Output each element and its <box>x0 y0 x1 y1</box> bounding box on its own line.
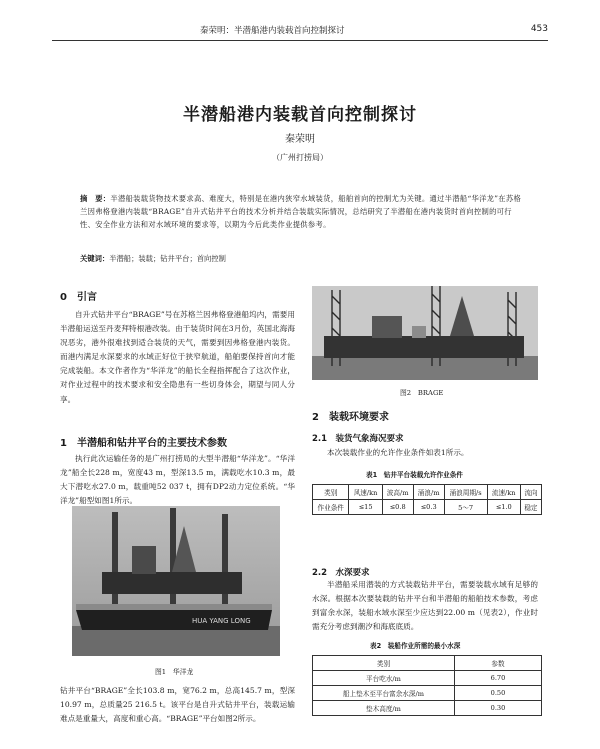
table-1-header-cell: 涌浪/m <box>413 485 444 500</box>
table-1-cell: 稳定 <box>520 500 541 515</box>
section-0-heading: 0 引言 <box>60 292 97 303</box>
section-2-1-heading: 2.1 装货气象海况要求 <box>312 434 404 444</box>
table-1-caption: 表1 钻井平台装载允许作业条件 <box>366 471 463 479</box>
table-1-cell: ≤15 <box>349 500 382 515</box>
section-1-heading: 1 半潜船和钻井平台的主要技术参数 <box>60 438 227 449</box>
table-2-header-cell: 参数 <box>454 656 541 671</box>
table-1-cell: ≤0.3 <box>413 500 444 515</box>
figure-2-rig-photo <box>312 286 538 380</box>
table-1-cell: ≤0.8 <box>382 500 413 515</box>
table-2-row <box>313 671 542 686</box>
table-1-cell: 作业条件 <box>313 500 349 515</box>
table-1-header-cell: 流向 <box>520 485 541 500</box>
table-1-cell: ≤1.0 <box>487 500 520 515</box>
ship-hull-name: HUA YANG LONG <box>192 617 251 625</box>
running-title: 秦荣明：半潜船港内装载首向控制探讨 <box>200 26 345 36</box>
section-1-text: 执行此次运输任务的是广州打捞局的大型半潜船“华洋龙”。“华洋龙”船全长228 m，宽度43 m，型深13.5 m，满载吃水10.3 m，最大下潜吃水27.0 m，载重吨52 037 t，拥有DP2动力定位系统。“华洋龙”船型如图1所示。 <box>60 454 295 506</box>
table-1-header-cell: 风速/kn <box>349 485 382 500</box>
section-2-heading: 2 装载环境要求 <box>312 412 389 423</box>
paper-title: 半潜船港内装载首向控制探讨 <box>183 105 417 125</box>
section-2-2-text: 半潜船采用潜装的方式装载钻井平台，需要装载水域有足够的水深。根据本次要装载的钻井平台和半潜船的船舶技术参数，考虑到富余水深，装船水域水深至少应达到22.00 m（见表2），作业时需充分考虑到潮汐和海底底质。 <box>312 580 538 632</box>
keywords <box>80 254 525 264</box>
table-2-cell: 0.50 <box>454 686 541 701</box>
table-2-caption: 表2 装船作业所需的最小水深 <box>370 642 461 650</box>
table-1-header-row <box>313 485 542 500</box>
table-2-cell: 0.30 <box>454 701 541 716</box>
figure-2-caption: 图2 BRAGE <box>400 389 444 397</box>
table-2-header-row <box>313 656 542 671</box>
table-2-cell: 6.70 <box>454 671 541 686</box>
keywords-label: 关键词： <box>80 254 110 263</box>
page-number: 453 <box>530 24 548 34</box>
table-2 <box>312 655 542 716</box>
header-rule <box>52 40 548 41</box>
figure-1-ship-photo <box>72 506 280 656</box>
section-2-2-heading: 2.2 水深要求 <box>312 568 370 578</box>
table-2-cell: 平台吃水/m <box>313 671 455 686</box>
table-2-row <box>313 686 542 701</box>
figure-1-caption: 图1 华洋龙 <box>155 668 194 676</box>
table-2-cell: 垫木高度/m <box>313 701 455 716</box>
section-1-text-2: 钻井平台“BRAGE”全长103.8 m，宽76.2 m，总高145.7 m，型深10.97 m，总质量25 216.5 t。该平台是自升式钻井平台，装载运输难点是重量大，高度和重心高。“BRAGE”平台如图2所示。 <box>60 686 295 724</box>
abstract-label: 摘 要： <box>80 194 111 203</box>
ship-illustration <box>72 506 280 656</box>
table-1 <box>312 484 542 515</box>
section-0-text: 自升式钻井平台“BRAGE”号在苏格兰因弗格登港船坞内，需要用半潜船运送至丹麦拜特根港改装。由于装货时间在3月份，英国北海海况恶劣，港外很难找到适合装货的天气，需要到因弗格登港内装货。而港内满足水深要求的水域正好位于狭窄航道，船舶要保持首向才能完成装船。本文作者作为“华洋龙”的船长全程指挥配合了这次作业，对作业过程中的技术要求和安全隐患有一些切身体会，期望与同人分享。 <box>60 310 295 404</box>
table-1-cell: 5～7 <box>444 500 487 515</box>
table-2-row <box>313 701 542 716</box>
abstract <box>80 193 525 231</box>
table-1-header-cell: 类别 <box>313 485 349 500</box>
paper-author: 秦荣明 <box>285 134 315 145</box>
table-2-cell: 船上垫木至平台富余水深/m <box>313 686 455 701</box>
table-1-header-cell: 流速/kn <box>487 485 520 500</box>
section-2-1-text: 本次装载作业的允许作业条件如表1所示。 <box>327 448 469 457</box>
table-1-header-cell: 波高/m <box>382 485 413 500</box>
table-2-header-cell: 类别 <box>313 656 455 671</box>
table-1-header-cell: 涌浪周期/s <box>444 485 487 500</box>
keywords-text: 半潜船；装载；钻井平台；首向控制 <box>109 254 226 263</box>
paper-affiliation: （广州打捞局） <box>272 153 328 162</box>
abstract-text: 半潜船装载货物技术要求高、难度大，特别是在港内狭窄水域装货，船舶首向的控制尤为关键。通过半潜船“华洋龙”在苏格兰因弗格登港内装载“BRAGE”自升式钻井平台的技术分析并结合装载实际情况，总结研究了半潜船在港内装货时首向控制的可行性、安全作业方法和对水域环境的要求等，以期为今后此类作业提供参考。 <box>80 194 522 229</box>
table-1-row <box>313 500 542 515</box>
rig-illustration <box>312 286 538 380</box>
